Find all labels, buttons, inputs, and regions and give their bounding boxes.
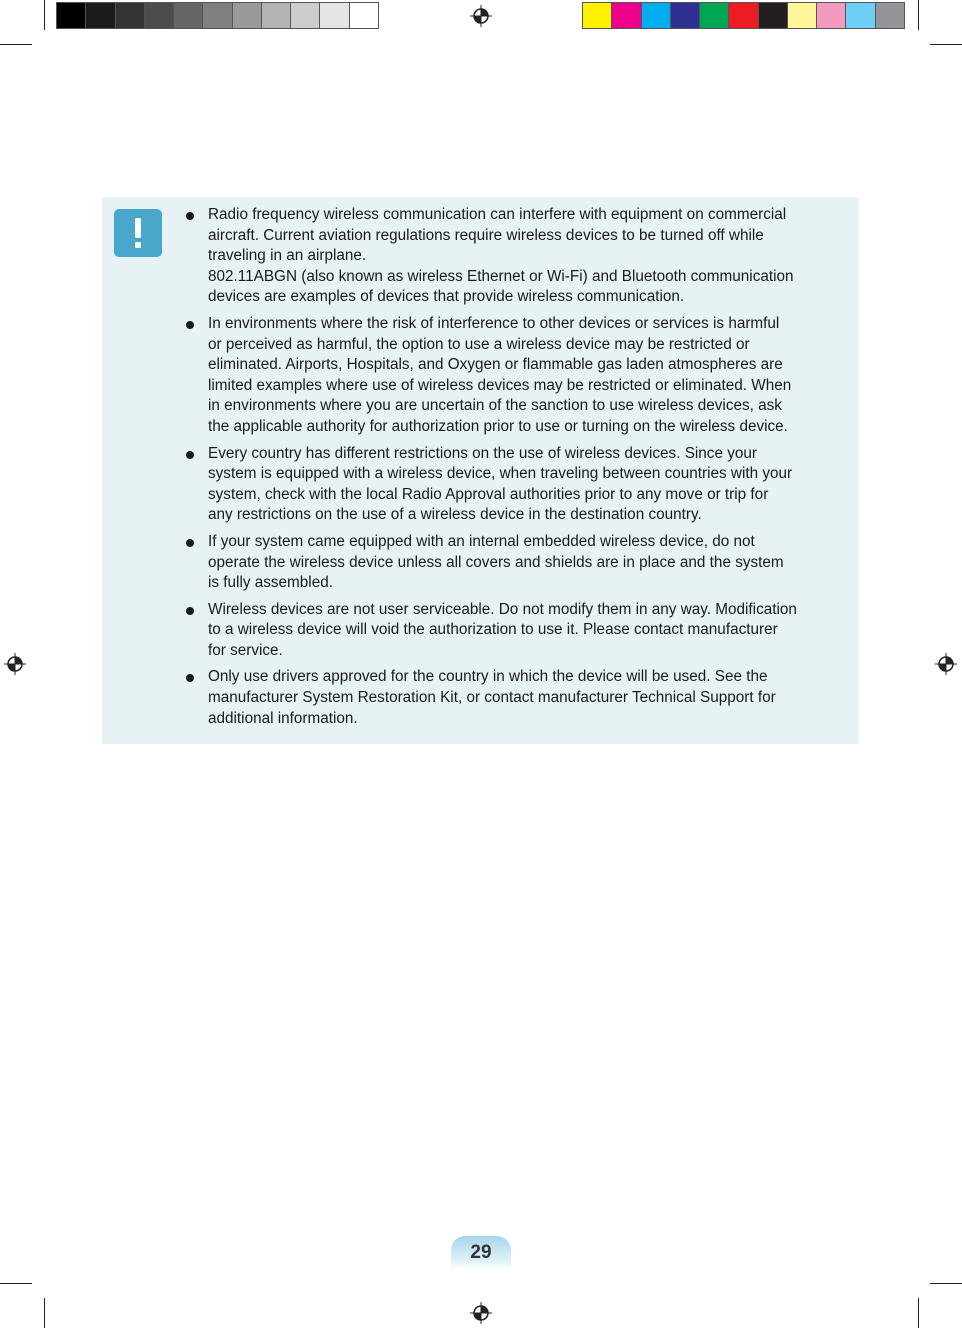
color-swatch [817, 3, 846, 28]
list-item-text: Every country has different restrictions on the use of wireless devices. Since your [208, 444, 757, 462]
list-item [186, 444, 851, 526]
list-item [186, 600, 851, 662]
list-item-text: eliminated. Airports, Hospitals, and Oxygen or flammable gas laden atmospheres are [208, 356, 783, 374]
color-swatch [729, 3, 758, 28]
color-swatch [116, 3, 145, 28]
color-swatch [583, 3, 612, 28]
list-item-text: aircraft. Current aviation regulations require wireless devices to be turned off while [208, 226, 764, 244]
bullet-icon [186, 212, 194, 220]
list-item-text: the applicable authority for authorization prior to use or turning on the wireless device. [208, 417, 788, 435]
color-swatch [320, 3, 349, 28]
crop-mark [930, 44, 962, 45]
bullet-icon [186, 674, 194, 682]
color-swatch [788, 3, 817, 28]
bullet-icon [186, 539, 194, 547]
registration-mark-icon [470, 5, 492, 27]
list-item-text: additional information. [208, 709, 358, 727]
bullet-icon [186, 321, 194, 329]
crop-mark [44, 1298, 45, 1328]
list-item-text: is fully assembled. [208, 574, 333, 592]
color-swatch [291, 3, 320, 28]
color-swatch [145, 3, 174, 28]
color-swatch [612, 3, 641, 28]
crop-mark [0, 44, 32, 45]
caution-note-panel [102, 197, 859, 744]
list-item [186, 314, 851, 438]
list-item [186, 667, 851, 729]
list-item-text: in environments where you are uncertain of the sanction to use wireless devices, ask [208, 397, 782, 415]
list-item-text: Radio frequency wireless communication can interfere with equipment on commercial [208, 206, 787, 223]
list-item-text: traveling in an airplane. [208, 247, 367, 265]
list-item-text: In environments where the risk of interference to other devices or services is harmful [208, 314, 780, 332]
list-item-text: for service. [208, 641, 283, 659]
page-number: 29 [451, 1236, 511, 1270]
color-swatch [262, 3, 291, 28]
crop-mark [0, 1283, 32, 1284]
color-swatch [57, 3, 86, 28]
list-item-text: Wireless devices are not user serviceable. Do not modify them in any way. Modification [208, 600, 797, 618]
list-item-text: system, check with the local Radio Approval authorities prior to any move or trip for [208, 485, 769, 503]
exclamation-icon [114, 209, 162, 257]
bullet-icon [186, 607, 194, 615]
color-swatch [174, 3, 203, 28]
list-item-text: If your system came equipped with an internal embedded wireless device, do not [208, 532, 755, 550]
list-item-text: to a wireless device will void the authorization to use it. Please contact manufacturer [208, 621, 778, 639]
bullet-icon [186, 451, 194, 459]
list-item-text: system is equipped with a wireless device, when traveling between countries with your [208, 465, 793, 483]
list-item-text: operate the wireless device unless all covers and shields are in place and the system [208, 553, 784, 571]
crop-mark [44, 0, 45, 30]
grayscale-color-bar [56, 2, 379, 29]
caution-list [186, 205, 851, 735]
color-swatch [203, 3, 232, 28]
list-item-text: 802.11ABGN (also known as wireless Ethernet or Wi-Fi) and Bluetooth communication [208, 267, 794, 285]
crop-mark [918, 0, 919, 30]
list-item-text: limited examples where use of wireless devices may be restricted or eliminated. When [208, 376, 792, 394]
color-swatch [876, 3, 904, 28]
crop-mark [918, 1298, 919, 1328]
process-color-bar [582, 2, 905, 29]
color-swatch [700, 3, 729, 28]
list-item [186, 532, 851, 594]
color-swatch [350, 3, 378, 28]
color-swatch [642, 3, 671, 28]
color-swatch [846, 3, 875, 28]
list-item-text: Only use drivers approved for the country in which the device will be used. See the [208, 668, 768, 686]
list-item-text: manufacturer System Restoration Kit, or contact manufacturer Technical Support for [208, 689, 776, 707]
crop-mark [930, 1283, 962, 1284]
color-swatch [233, 3, 262, 28]
exclamation-glyph-icon [131, 217, 145, 249]
registration-mark-icon [470, 1302, 492, 1324]
list-item-text: devices are examples of devices that provide wireless communication. [208, 288, 685, 306]
color-swatch [671, 3, 700, 28]
color-swatch [759, 3, 788, 28]
registration-mark-icon [935, 653, 957, 675]
list-item-text: any restrictions on the use of a wireless device in the destination country. [208, 506, 702, 524]
color-swatch [86, 3, 115, 28]
registration-mark-icon [4, 653, 26, 675]
list-item [186, 205, 851, 308]
list-item-text: or perceived as harmful, the option to use a wireless device may be restricted or [208, 335, 750, 353]
